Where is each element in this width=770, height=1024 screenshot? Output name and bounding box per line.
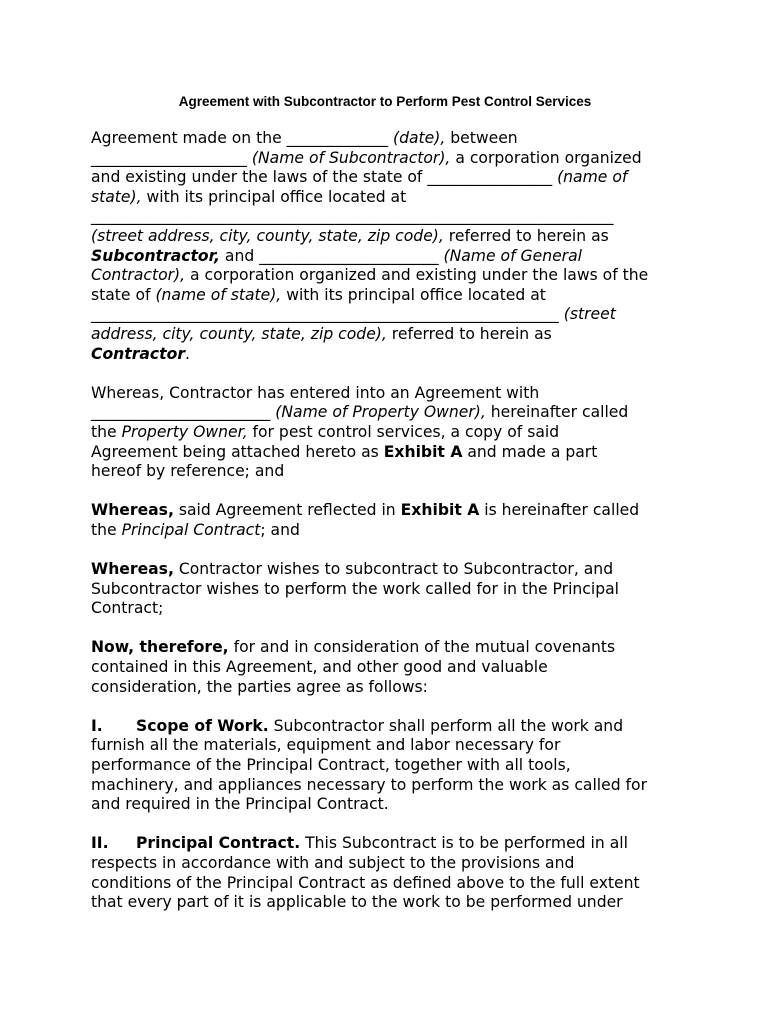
lead-term: Whereas, [91,560,174,579]
text-line [91,247,691,267]
text-line: performance of the Principal Contract, together with all tools, [91,756,571,774]
text-line [91,834,691,854]
whereas-paragraph-1 [91,384,691,482]
text-line [91,717,691,737]
text-run: Agreement being attached hereto as [91,442,384,461]
text-run: (Name of Subcontractor), [251,148,451,167]
text-run: for pest control services, a copy of said [247,422,560,441]
defined-term: Contractor [91,344,186,363]
text-run: (name of [557,168,628,187]
text-line [91,188,691,208]
text-run: This Subcontract is to be performed in all [300,834,628,853]
text-run: (street address, city, county, state, zip code), [91,226,444,245]
text-run: and _______________________ [219,246,444,265]
text-line [91,638,691,658]
text-line [91,129,691,149]
intro-paragraph [91,129,691,364]
text-run: (name of state), [155,285,282,304]
text-line: respects in accordance with and subject to the provisions and [91,853,575,872]
text-run: (date), [393,129,446,147]
exhibit-reference: Exhibit A [383,442,463,461]
text-line [91,149,691,169]
text-run: the [91,422,122,441]
section-scope-of-work [91,717,691,815]
text-run: (Name of General [443,246,582,265]
whereas-paragraph-3 [91,560,691,619]
text-line [91,168,691,188]
section-heading: Principal Contract. [136,834,301,853]
blank-line: ___________________________________________________________________ [91,207,614,226]
text-run: ____________________ [91,148,252,167]
text-run: a corporation organized and existing under the laws of the [185,266,649,285]
text-run: state), [91,187,142,206]
text-run: Principal Contract [121,520,261,539]
text-run: (street [563,305,616,324]
text-line: contained in this Agreement, and other good and valuable [91,658,548,677]
lead-term: Now, therefore, [91,638,229,657]
text-run: for and in consideration of the mutual covenants [228,638,616,657]
text-line [91,403,691,423]
text-run: and existing under the laws of the state of ________________ [91,168,558,187]
document-body [91,129,691,932]
now-therefore-paragraph [91,638,691,697]
exhibit-reference: Exhibit A [400,501,480,520]
text-line: conditions of the Principal Contract as defined above to the full extent [91,873,640,892]
text-run: ____________________________________________________________ [91,305,564,324]
text-line [91,305,691,325]
text-run: _______________________ [91,403,276,422]
text-run: state of [91,285,156,304]
lead-term: Whereas, [91,501,174,520]
text-line: Whereas, Contractor has entered into an Agreement with [91,383,540,402]
text-run: and made a part [462,442,598,461]
section-number: II. [91,834,109,853]
text-run: . [185,344,190,363]
text-line [91,227,691,247]
text-line: furnish all the materials, equipment and labor necessary for [91,736,561,755]
text-line: Subcontractor wishes to perform the work called for in the Principal [91,579,620,598]
text-run: ; and [260,520,300,539]
text-line: consideration, the parties agree as follows: [91,677,428,696]
text-line [91,423,691,443]
document-title: Agreement with Subcontractor to Perform Pest Control Services [178,94,592,109]
text-run: Subcontractor shall perform all the work and [268,716,624,735]
text-run: hereinafter called [485,403,629,422]
text-line: Contract; [91,599,164,618]
text-line: and required in the Principal Contract. [91,795,389,814]
text-run: a corporation organized [450,148,642,167]
text-line [91,207,691,227]
section-principal-contract [91,834,691,912]
whereas-paragraph-2 [91,501,691,540]
text-line [91,443,691,463]
text-run: Agreement made on the _____________ [91,129,393,147]
text-line [91,286,691,306]
text-line [91,345,691,365]
text-line: that every part of it is applicable to the work to be performed under [91,893,623,912]
text-run: the [91,520,122,539]
section-number: I. [91,716,103,735]
text-run: with its principal office located at [281,285,546,304]
text-run: Contractor), [91,266,186,285]
text-line [91,560,691,580]
defined-term: Subcontractor, [91,246,220,265]
text-line [91,501,691,521]
text-line [91,266,691,286]
text-run: is hereinafter called [479,501,640,520]
text-run: Contractor wishes to subcontract to Subcontractor, and [173,560,614,579]
text-run: between [445,129,518,147]
text-run: said Agreement reflected in [173,501,401,520]
text-run: Property Owner, [121,422,248,441]
text-run: with its principal office located at [141,187,407,206]
section-heading: Scope of Work. [136,716,269,735]
text-line: hereof by reference; and [91,462,285,481]
text-run: referred to herein as [443,226,609,245]
text-run: (Name of Property Owner), [275,403,486,422]
text-line [91,521,691,541]
text-line [91,325,691,345]
text-run: address, city, county, state, zip code), [91,324,387,343]
text-run: referred to herein as [386,324,552,343]
text-line: machinery, and appliances necessary to perform the work as called for [91,775,647,794]
